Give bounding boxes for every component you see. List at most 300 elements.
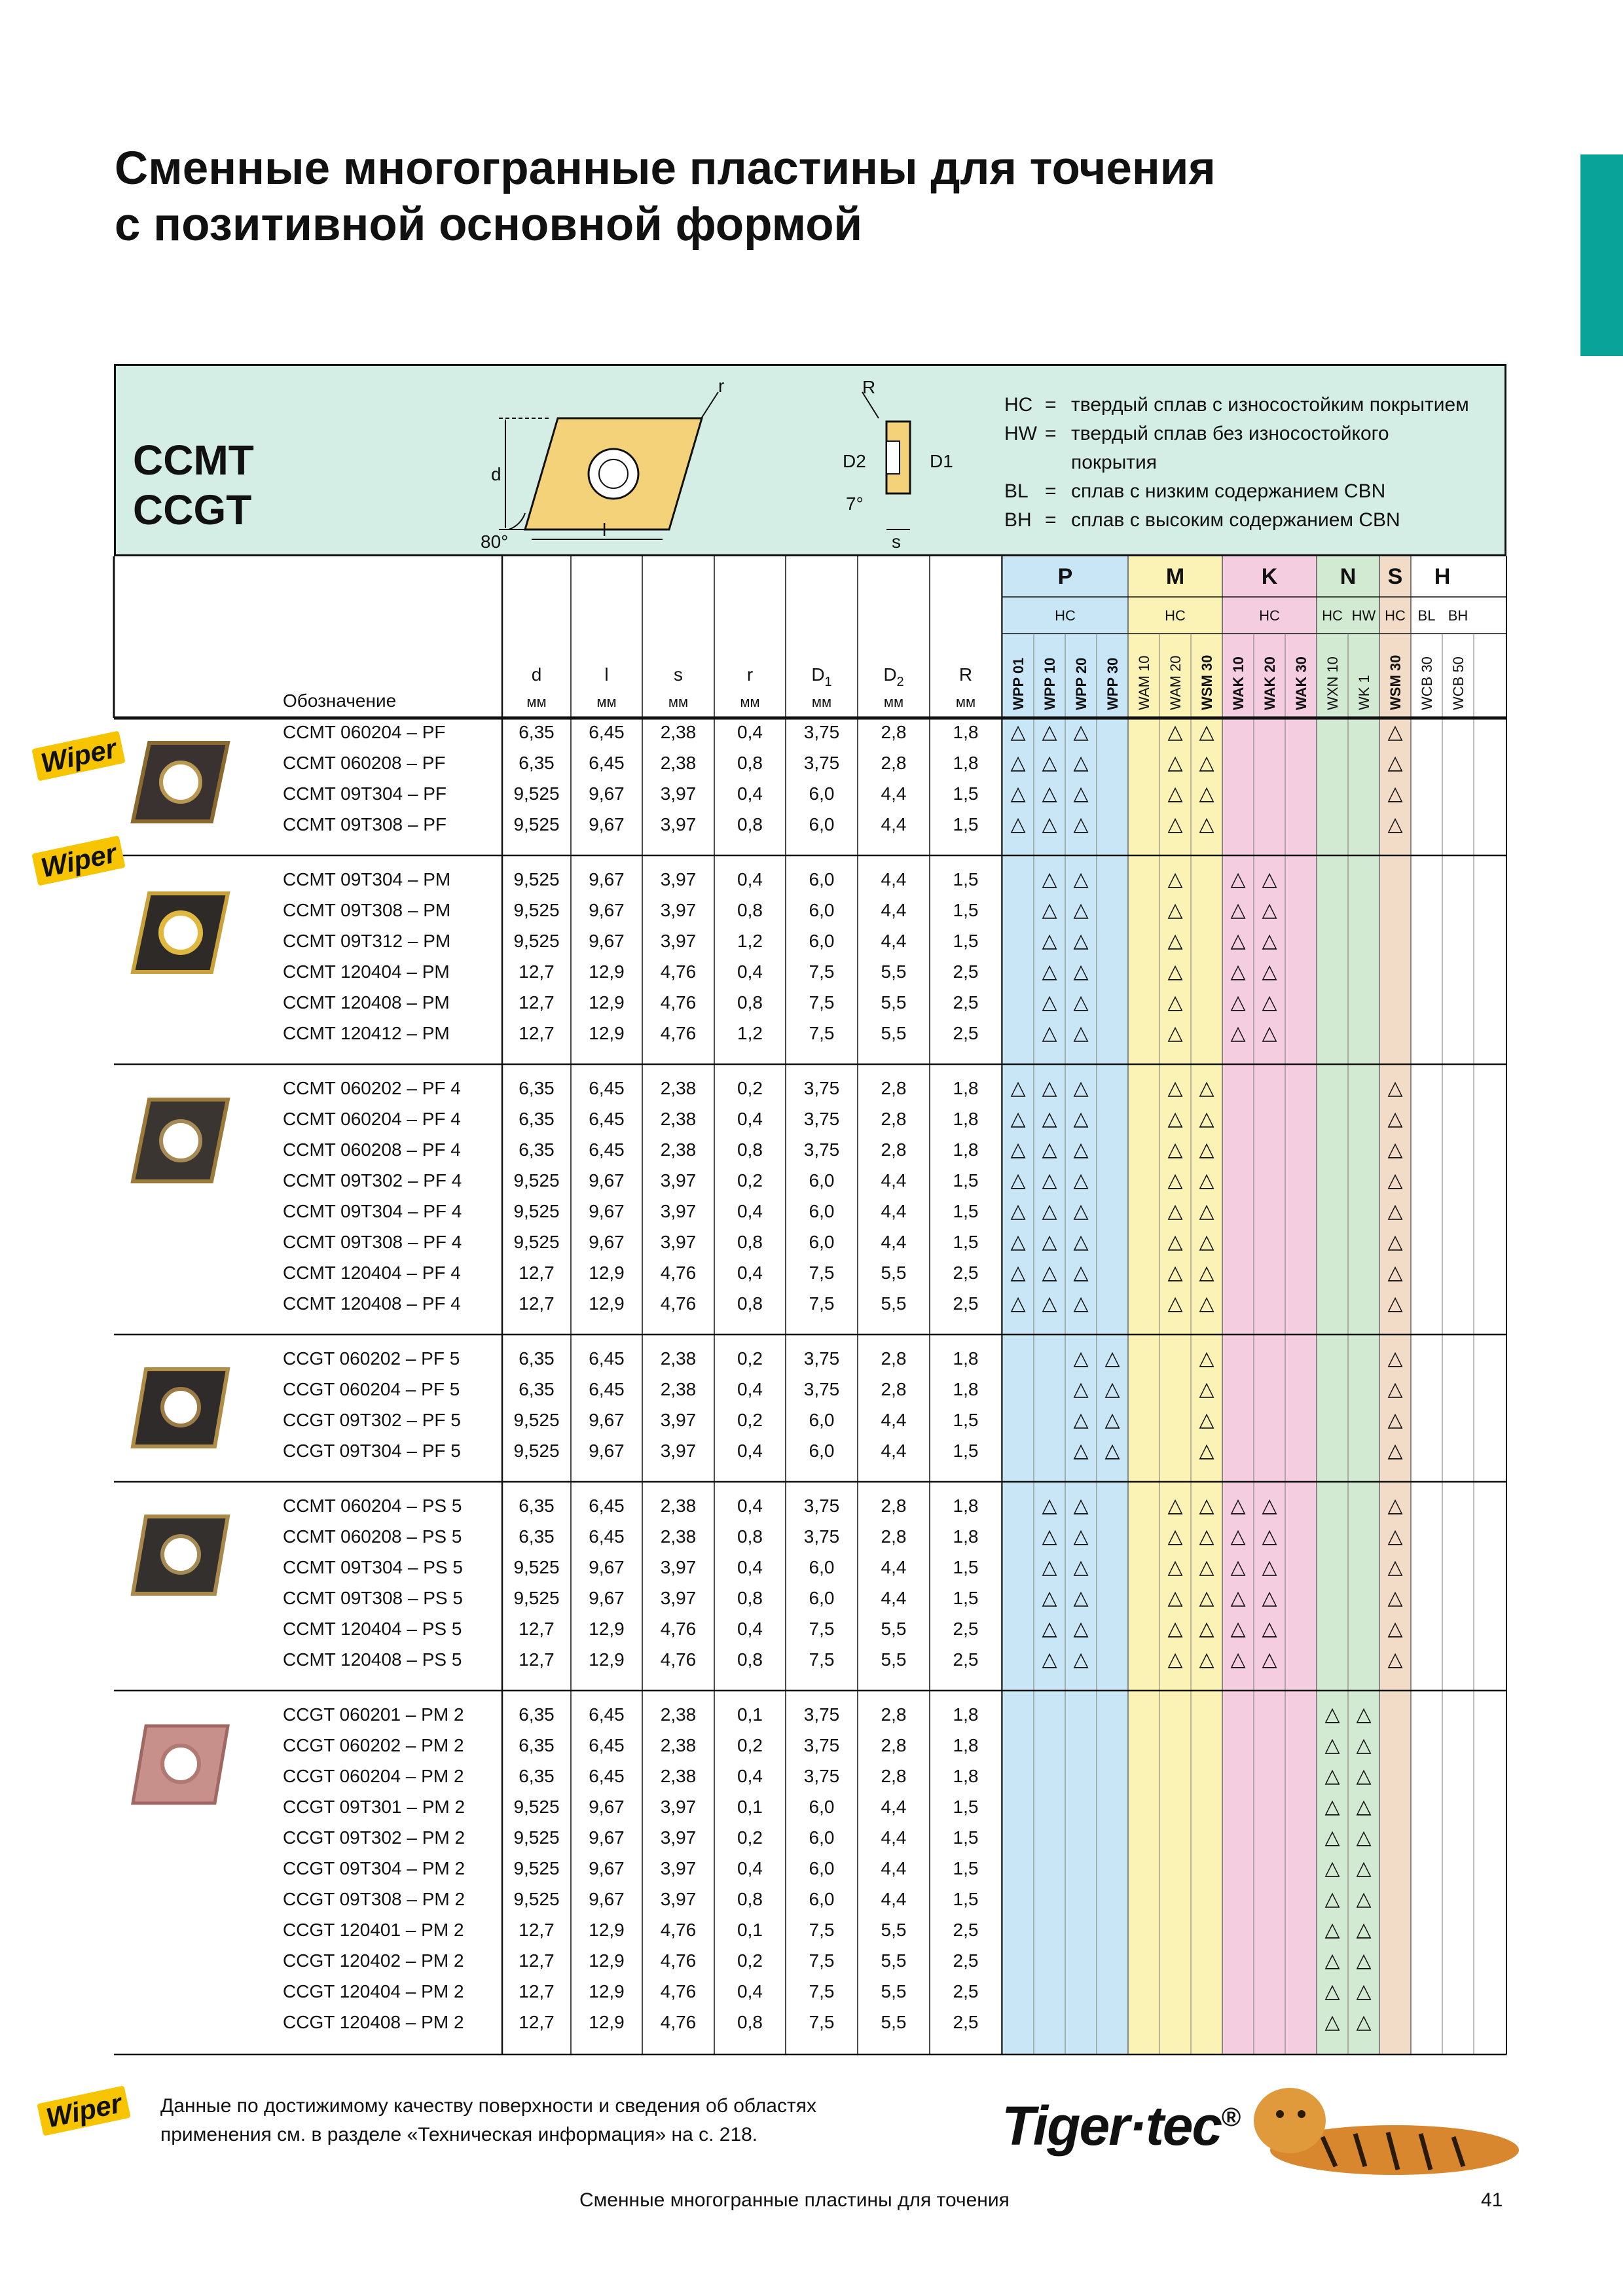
dimension-value: 2,8: [881, 1379, 907, 1399]
grade-mark: △: [1387, 1107, 1403, 1130]
dimension-value: 0,1: [737, 1920, 763, 1940]
grade-mark: △: [1387, 1077, 1403, 1100]
grade-mark: △: [1230, 868, 1246, 891]
dimension-value: 6,0: [809, 1410, 835, 1430]
grade-mark: △: [1324, 1734, 1340, 1757]
dimension-value: 12,9: [589, 961, 625, 982]
dimension-value: 6,35: [519, 1766, 555, 1786]
designation-cell: CCMT 120404 – PF 4: [283, 1263, 461, 1283]
dimension-value: 12,9: [589, 1293, 625, 1314]
grade-mark: △: [1073, 1077, 1089, 1100]
dimension-value: 3,97: [660, 1557, 697, 1577]
dimension-value: 12,9: [589, 1263, 625, 1283]
grade-mark: △: [1199, 1107, 1214, 1130]
dimension-value: 1,5: [953, 1588, 979, 1608]
dimension-value: 6,0: [809, 814, 835, 834]
grade-mark: △: [1042, 960, 1057, 983]
dimension-value: 3,75: [803, 1379, 840, 1399]
grade-mark: △: [1387, 1439, 1403, 1462]
grade-mark: △: [1324, 1980, 1340, 2003]
dimension-value: 4,76: [660, 1950, 697, 1971]
dimension-value: 6,45: [589, 722, 625, 742]
grade-header: WAM 20: [1167, 655, 1184, 710]
grade-mark: △: [1073, 1230, 1089, 1253]
designation-cell: CCMT 060204 – PS 5: [283, 1496, 462, 1516]
dimension-value: 2,38: [660, 1496, 697, 1516]
dimension-value: 3,97: [660, 1201, 697, 1221]
grade-mark: △: [1042, 1022, 1057, 1045]
grade-mark: △: [1104, 1408, 1120, 1431]
dimension-value: 7,5: [809, 1981, 835, 2001]
dimension-value: 6,45: [589, 1109, 625, 1129]
grade-mark: △: [1167, 1261, 1183, 1284]
grade-mark: △: [1262, 1556, 1277, 1579]
grade-mark: △: [1199, 1648, 1214, 1671]
designation-cell: CCMT 09T308 – PS 5: [283, 1588, 463, 1608]
dimension-value: 6,35: [519, 1078, 555, 1098]
grade-mark: △: [1010, 1292, 1026, 1315]
designation-cell: CCMT 060204 – PF 4: [283, 1109, 461, 1129]
dimension-value: 2,8: [881, 1704, 907, 1725]
material-sub-label: HC: [1259, 607, 1280, 624]
material-group-label: N: [1340, 564, 1357, 589]
grade-mark: △: [1073, 929, 1089, 952]
designation-cell: CCMT 060208 – PS 5: [283, 1526, 462, 1547]
code-ccmt: CCMT: [133, 437, 254, 484]
dimension-value: 2,5: [953, 1619, 979, 1639]
designation-cell: CCMT 120412 – PM: [283, 1023, 450, 1043]
insert-photo-ccgt-pm2: [123, 1718, 234, 1813]
grade-mark: △: [1356, 2011, 1372, 2034]
grade-mark: △: [1042, 1138, 1057, 1161]
dimension-value: 1,5: [953, 1827, 979, 1848]
grade-mark: △: [1073, 868, 1089, 891]
dimension-value: 0,4: [737, 961, 763, 982]
designation-cell: CCGT 09T301 – PM 2: [283, 1797, 465, 1817]
grade-mark: △: [1230, 1617, 1246, 1640]
grade-mark: △: [1104, 1347, 1120, 1370]
grade-mark: △: [1199, 1292, 1214, 1315]
grade-mark: △: [1073, 1107, 1089, 1130]
dimension-value: 6,0: [809, 1170, 835, 1191]
dimension-value: 6,0: [809, 1441, 835, 1461]
dimension-value: 4,76: [660, 2012, 697, 2032]
grade-mark: △: [1167, 899, 1183, 922]
dimension-value: 6,35: [519, 1704, 555, 1725]
grade-mark: △: [1262, 991, 1277, 1014]
dimension-value: 0,4: [737, 1441, 763, 1461]
label-d: d: [491, 464, 501, 484]
dimension-value: 4,76: [660, 1649, 697, 1670]
dimension-value: 4,4: [881, 783, 907, 804]
grade-mark: △: [1387, 1494, 1403, 1517]
dimension-value: 0,4: [737, 783, 763, 804]
dimension-value: 6,0: [809, 900, 835, 920]
grade-mark: △: [1387, 751, 1403, 774]
material-sub-label: HC: [1385, 607, 1406, 624]
label-D2: D2: [843, 451, 866, 471]
dimension-value: 6,0: [809, 1588, 835, 1608]
dimension-value: 0,2: [737, 1735, 763, 1755]
dimension-value: 6,35: [519, 753, 555, 773]
dimension-value: 9,525: [513, 1889, 560, 1909]
dimension-value: 2,5: [953, 1950, 979, 1971]
dimension-value: 6,0: [809, 1557, 835, 1577]
grade-header: WAK 30: [1293, 656, 1309, 710]
dimension-value: 9,67: [589, 783, 625, 804]
legend-row: покрытия: [1071, 452, 1158, 473]
dimension-value: 3,97: [660, 1410, 697, 1430]
dimension-value: 2,8: [881, 1766, 907, 1786]
grade-mark: △: [1262, 1648, 1277, 1671]
designation-cell: CCGT 060204 – PF 5: [283, 1379, 460, 1399]
grade-mark: △: [1073, 899, 1089, 922]
dimension-value: 9,525: [513, 1858, 560, 1878]
dimension-value: 9,67: [589, 1588, 625, 1608]
page-footer-text: Сменные многогранные пластины для точения: [579, 2189, 1010, 2211]
dimension-value: 4,4: [881, 1557, 907, 1577]
label-angle: 80°: [481, 531, 509, 552]
designation-cell: CCMT 09T304 – PF 4: [283, 1201, 462, 1221]
dimension-value: 0,8: [737, 1526, 763, 1547]
dimension-value: 3,97: [660, 1797, 697, 1817]
grade-mark: △: [1262, 1617, 1277, 1640]
grade-mark: △: [1167, 1556, 1183, 1579]
dimension-value: 6,35: [519, 1348, 555, 1369]
grade-mark: △: [1199, 1169, 1214, 1192]
dimension-value: 3,97: [660, 900, 697, 920]
title-line-1: Сменные многогранные пластины для точения: [115, 143, 1216, 194]
dimension-value: 1,5: [953, 1858, 979, 1878]
grade-mark: △: [1042, 1077, 1057, 1100]
material-group-label: M: [1165, 564, 1185, 589]
dimension-value: 9,525: [513, 1170, 560, 1191]
dimension-value: 7,5: [809, 2012, 835, 2032]
designation-cell: CCMT 09T312 – PM: [283, 931, 451, 951]
grade-mark: △: [1167, 1200, 1183, 1223]
dimension-value: 9,67: [589, 931, 625, 951]
insert-photo-ccmt-ps5: [123, 1509, 234, 1604]
grade-mark: △: [1073, 1169, 1089, 1192]
footnote-line-2: применения см. в разделе «Техническая информация» на с. 218.: [160, 2124, 758, 2145]
grade-mark: △: [1262, 929, 1277, 952]
grade-mark: △: [1042, 1230, 1057, 1253]
grade-mark: △: [1010, 751, 1026, 774]
grade-mark: △: [1356, 1795, 1372, 1818]
grade-mark: △: [1042, 1556, 1057, 1579]
grade-mark: △: [1356, 1734, 1372, 1757]
designation-cell: CCMT 120408 – PM: [283, 992, 450, 1013]
grade-mark: △: [1042, 929, 1057, 952]
dimension-value: 0,8: [737, 1139, 763, 1160]
grade-header: WAK 10: [1230, 656, 1247, 710]
designation-cell: CCGT 120402 – PM 2: [283, 1950, 464, 1971]
dimension-value: 0,4: [737, 722, 763, 742]
dimension-value: 6,45: [589, 1496, 625, 1516]
dimension-value: 1,5: [953, 783, 979, 804]
grade-mark: △: [1042, 813, 1057, 836]
dimension-value: 1,5: [953, 1889, 979, 1909]
dimension-value: 6,0: [809, 1827, 835, 1848]
dimension-value: 0,8: [737, 992, 763, 1013]
dimension-value: 12,7: [519, 1023, 555, 1043]
dimension-value: 12,7: [519, 2012, 555, 2032]
dimension-value: 12,9: [589, 1023, 625, 1043]
dimension-value: 1,8: [953, 1526, 979, 1547]
dimension-value: 1,8: [953, 1379, 979, 1399]
dimension-value: 7,5: [809, 1263, 835, 1283]
dimension-value: 6,0: [809, 1858, 835, 1878]
grade-mark: △: [1262, 868, 1277, 891]
dimension-value: 0,8: [737, 753, 763, 773]
dimension-header: r: [746, 664, 754, 685]
dimension-value: 4,4: [881, 1441, 907, 1461]
grade-mark: △: [1199, 1138, 1214, 1161]
grade-mark: △: [1230, 1022, 1246, 1045]
dimension-value: 4,76: [660, 1981, 697, 2001]
material-group-label: K: [1261, 564, 1278, 589]
grade-mark: △: [1199, 1077, 1214, 1100]
label-l: l: [602, 520, 607, 540]
dimension-value: 12,9: [589, 1920, 625, 1940]
dimension-value: 0,8: [737, 1889, 763, 1909]
dimension-value: 9,525: [513, 783, 560, 804]
dimension-value: 0,4: [737, 1109, 763, 1129]
label-r: r: [718, 376, 725, 396]
dimension-value: 7,5: [809, 1619, 835, 1639]
designation-cell: CCMT 120408 – PF 4: [283, 1293, 461, 1314]
dimension-value: 5,5: [881, 1950, 907, 1971]
grade-mark: △: [1167, 991, 1183, 1014]
material-sub-label: HC: [1322, 607, 1343, 624]
label-D1: D1: [930, 451, 953, 471]
dimension-value: 2,5: [953, 2012, 979, 2032]
grade-mark: △: [1356, 1888, 1372, 1910]
grade-mark: △: [1199, 1408, 1214, 1431]
grade-mark: △: [1230, 899, 1246, 922]
dimension-value: 3,75: [803, 753, 840, 773]
dimension-value: 9,67: [589, 900, 625, 920]
dimension-value: 0,8: [737, 1588, 763, 1608]
dimension-header: R: [958, 664, 973, 685]
dimension-unit: мм: [668, 694, 689, 710]
dimension-value: 5,5: [881, 961, 907, 982]
grade-mark: △: [1262, 1525, 1277, 1548]
grade-mark: △: [1230, 929, 1246, 952]
grade-mark: △: [1073, 1378, 1089, 1401]
dimension-value: 6,35: [519, 722, 555, 742]
dimension-value: 2,38: [660, 1704, 697, 1725]
dimension-value: 7,5: [809, 961, 835, 982]
code-ccgt: CCGT: [133, 486, 252, 533]
grade-mark: △: [1010, 1200, 1026, 1223]
dimension-value: 7,5: [809, 1950, 835, 1971]
grade-mark: △: [1073, 1261, 1089, 1284]
dimension-value: 9,525: [513, 1797, 560, 1817]
grade-mark: △: [1387, 1556, 1403, 1579]
grade-mark: △: [1104, 1439, 1120, 1462]
grade-mark: △: [1387, 1525, 1403, 1548]
grade-mark: △: [1387, 813, 1403, 836]
grade-mark: △: [1199, 1230, 1214, 1253]
designation-cell: CCMT 09T302 – PF 4: [283, 1170, 462, 1191]
designation-cell: CCGT 060202 – PF 5: [283, 1348, 460, 1369]
grade-mark: △: [1010, 1230, 1026, 1253]
designation-cell: CCMT 09T308 – PM: [283, 900, 451, 920]
dimension-value: 1,8: [953, 1109, 979, 1129]
grade-mark: △: [1199, 1525, 1214, 1548]
dimension-value: 9,525: [513, 1232, 560, 1252]
material-sub-label: HC: [1165, 607, 1186, 624]
grade-mark: △: [1324, 1918, 1340, 1941]
dimension-value: 3,97: [660, 869, 697, 889]
grade-mark: △: [1010, 1261, 1026, 1284]
grade-mark: △: [1167, 1292, 1183, 1315]
designation-cell: CCGT 09T302 – PF 5: [283, 1410, 461, 1430]
dimension-value: 4,76: [660, 961, 697, 982]
dimension-value: 6,45: [589, 1139, 625, 1160]
dimension-value: 4,4: [881, 1889, 907, 1909]
grade-mark: △: [1387, 1200, 1403, 1223]
dimension-header: l: [604, 664, 609, 685]
grade-mark: △: [1167, 1138, 1183, 1161]
dimension-unit: мм: [955, 694, 976, 710]
dimension-value: 9,525: [513, 869, 560, 889]
dimension-value: 6,0: [809, 783, 835, 804]
dimension-value: 0,1: [737, 1704, 763, 1725]
grade-mark: △: [1262, 960, 1277, 983]
dimension-value: 12,7: [519, 1293, 555, 1314]
dimension-value: 4,4: [881, 1201, 907, 1221]
dimension-value: 9,67: [589, 814, 625, 834]
dimension-value: 9,525: [513, 1588, 560, 1608]
dimension-value: 4,4: [881, 1858, 907, 1878]
dimension-value: 0,2: [737, 1078, 763, 1098]
dimension-value: 0,2: [737, 1348, 763, 1369]
dimension-value: 9,67: [589, 1889, 625, 1909]
dimension-unit: мм: [811, 694, 832, 710]
dimension-value: 0,4: [737, 1858, 763, 1878]
dimension-value: 12,9: [589, 2012, 625, 2032]
dimension-value: 1,8: [953, 1139, 979, 1160]
dimension-value: 4,4: [881, 869, 907, 889]
dimension-header: $D_2$: [883, 664, 904, 689]
grade-mark: △: [1167, 813, 1183, 836]
dimension-value: 12,7: [519, 1981, 555, 2001]
dimension-value: 9,67: [589, 1797, 625, 1817]
dimension-value: 2,5: [953, 1263, 979, 1283]
dimension-value: 12,7: [519, 1263, 555, 1283]
wiper-badge: Wiper: [31, 730, 126, 781]
dimension-value: 2,8: [881, 1348, 907, 1369]
dimension-value: 1,8: [953, 753, 979, 773]
dimension-value: 9,67: [589, 869, 625, 889]
dimension-value: 2,38: [660, 753, 697, 773]
dimension-value: 6,0: [809, 1889, 835, 1909]
insert-photo-ccmt-pm: [123, 884, 234, 982]
designation-cell: CCMT 09T304 – PS 5: [283, 1557, 463, 1577]
dimension-value: 2,8: [881, 1078, 907, 1098]
dimension-value: 1,5: [953, 814, 979, 834]
grade-mark: △: [1324, 1888, 1340, 1910]
grade-mark: △: [1356, 1857, 1372, 1880]
grade-mark: △: [1356, 1949, 1372, 1972]
designation-cell: CCMT 060202 – PF 4: [283, 1078, 461, 1098]
grade-mark: △: [1230, 991, 1246, 1014]
grade-header: WK 1: [1356, 675, 1372, 710]
dimension-value: 4,4: [881, 1170, 907, 1191]
dimension-value: 6,45: [589, 1766, 625, 1786]
dimension-value: 3,97: [660, 1441, 697, 1461]
grade-mark: △: [1387, 1378, 1403, 1401]
footnote-wiper-badge: Wiper: [37, 2085, 131, 2136]
dimension-value: 2,38: [660, 1766, 697, 1786]
dimension-value: 4,4: [881, 931, 907, 951]
designation-cell: CCMT 060204 – PF: [283, 722, 446, 742]
dimension-value: 0,4: [737, 1766, 763, 1786]
designation-cell: CCMT 09T308 – PF: [283, 814, 447, 834]
grade-mark: △: [1167, 868, 1183, 891]
dimension-value: 9,67: [589, 1410, 625, 1430]
dimension-header: s: [674, 664, 683, 685]
page-number: 41: [1481, 2189, 1503, 2211]
footnote: [160, 2092, 946, 2149]
dimension-value: 4,76: [660, 1920, 697, 1940]
grade-mark: △: [1073, 1494, 1089, 1517]
grade-mark: △: [1387, 1169, 1403, 1192]
grade-mark: △: [1324, 1795, 1340, 1818]
dimension-value: 5,5: [881, 1619, 907, 1639]
grade-mark: △: [1387, 1347, 1403, 1370]
dimension-value: 3,75: [803, 1526, 840, 1547]
grade-mark: △: [1387, 1261, 1403, 1284]
grade-mark: △: [1010, 1169, 1026, 1192]
dimension-value: 0,8: [737, 900, 763, 920]
dimension-value: 0,1: [737, 1797, 763, 1817]
material-sub-label: HC: [1055, 607, 1076, 624]
designation-cell: CCGT 09T308 – PM 2: [283, 1889, 465, 1909]
dimension-value: 6,35: [519, 1496, 555, 1516]
dimension-value: 1,8: [953, 1496, 979, 1516]
dimension-unit: мм: [883, 694, 904, 710]
grade-mark: △: [1010, 721, 1026, 744]
designation-cell: CCGT 060204 – PM 2: [283, 1766, 464, 1786]
dimension-value: 3,75: [803, 1348, 840, 1369]
dimension-value: 2,8: [881, 1139, 907, 1160]
dimension-value: 2,5: [953, 1981, 979, 2001]
dimension-value: 0,2: [737, 1950, 763, 1971]
grade-mark: △: [1042, 1107, 1057, 1130]
grade-mark: △: [1262, 1587, 1277, 1609]
designation-cell: CCMT 09T304 – PM: [283, 869, 451, 889]
dimension-value: 9,525: [513, 1441, 560, 1461]
dimension-unit: мм: [740, 694, 760, 710]
dimension-value: 0,4: [737, 1619, 763, 1639]
dimension-value: 12,7: [519, 992, 555, 1013]
dimension-value: 6,35: [519, 1379, 555, 1399]
grade-header: WSM 30: [1387, 655, 1404, 710]
dimension-value: 6,35: [519, 1526, 555, 1547]
grade-mark: △: [1324, 1765, 1340, 1787]
dimension-value: 1,5: [953, 1557, 979, 1577]
designation-cell: CCGT 09T304 – PF 5: [283, 1441, 461, 1461]
material-sub-label: HW: [1351, 607, 1376, 624]
grade-mark: △: [1356, 1826, 1372, 1849]
dimension-value: 12,9: [589, 1619, 625, 1639]
grade-mark: △: [1167, 1648, 1183, 1671]
grade-mark: △: [1356, 1918, 1372, 1941]
dimension-value: 0,8: [737, 814, 763, 834]
